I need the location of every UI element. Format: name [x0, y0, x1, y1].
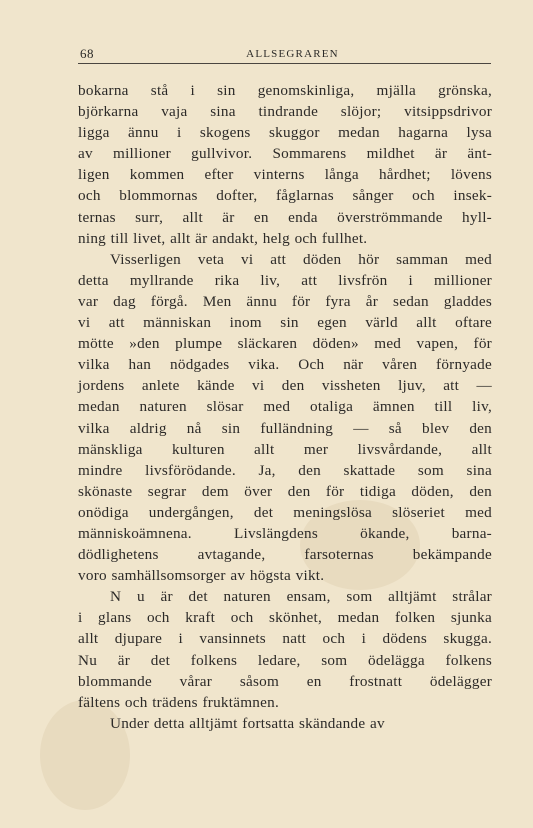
text-line: detta myllrande rika liv, att livsfrön i millioner — [78, 271, 492, 289]
page-number: 68 — [80, 46, 94, 61]
running-head — [78, 46, 491, 64]
paragraph — [78, 713, 492, 734]
text-line: jordens anlete kände vi den vissheten ljuv, att — — [78, 377, 492, 395]
text-line: ning till livet, allt är andakt, helg och fullhet. — [78, 229, 368, 247]
text-line: ternas surr, allt är en enda överströmmande hyll- — [78, 208, 492, 226]
text-line: mänskliga kulturen allt mer livsvårdande, allt — [78, 440, 492, 458]
text-line: Under detta alltjämt fortsatta skändande av — [110, 714, 385, 732]
text-line: bokarna stå i sin genomskinliga, mjälla grönska, — [78, 82, 492, 99]
text-line: av millioner gullvivor. Sommarens mildhet är änt- — [78, 145, 492, 163]
text-line: vilka aldrig nå sin fulländning — så blev den — [78, 419, 492, 437]
text-line: voro samhällsomsorger av högsta vikt. — [78, 567, 325, 585]
text-line: fältens och trädens fruktämnen. — [78, 693, 280, 711]
text-line: vi att människan inom sin egen värld allt oftare — [78, 314, 492, 332]
text-line: Visserligen veta vi att döden hör samman med — [110, 250, 492, 268]
text-line: skönaste segrar dem över den för tidiga döden, den — [78, 482, 492, 500]
text-line: onödiga undergången, det meningslösa slöseriet med — [78, 503, 492, 521]
text-line: N u är det naturen ensam, som alltjämt strålar — [110, 588, 492, 606]
text-line: mötte »den plumpe släckaren döden» med vapen, för — [78, 335, 492, 353]
text-line: var dag förgå. Men ännu för fyra år sedan gladdes — [78, 292, 492, 310]
text-line: i glans och kraft och skönhet, medan folken sjunka — [78, 609, 492, 627]
text-line: ligen kommen efter vinterns långa hårdhet; lövens — [78, 166, 492, 184]
text-line: Nu är det folkens ledare, som ödelägga folkens — [78, 651, 492, 669]
running-title: ALLSEGRAREN — [246, 48, 339, 60]
text-line: vilka han nödgades vika. Och när våren förnyade — [78, 356, 492, 374]
text-line: dödlighetens avtagande, farsoternas bekämpande — [78, 546, 492, 564]
paragraph — [78, 586, 492, 713]
text-line: björkarna vaja sina tindrande slöjor; vitsippsdrivor — [78, 103, 492, 121]
text-line: ligga ännu i skogens skuggor medan hagarna lysa — [78, 124, 492, 142]
paragraph — [78, 80, 492, 249]
text-line: och blommornas dofter, fåglarnas sånger och insek- — [78, 187, 492, 205]
text-line: människoämnena. Livslängdens ökande, barna- — [78, 524, 492, 542]
text-line: allt djupare i vansinnets natt och i dödens skugga. — [78, 630, 492, 648]
text-line: blommande vårar såsom en frostnatt ödelägger — [78, 672, 492, 690]
paragraph — [78, 249, 492, 587]
text-line: mindre livsförödande. Ja, den skattade som sina — [78, 461, 492, 479]
text-line: medan naturen slösar med otaliga ämnen till liv, — [78, 398, 492, 416]
header-rule — [78, 63, 491, 64]
body-text — [78, 80, 492, 734]
